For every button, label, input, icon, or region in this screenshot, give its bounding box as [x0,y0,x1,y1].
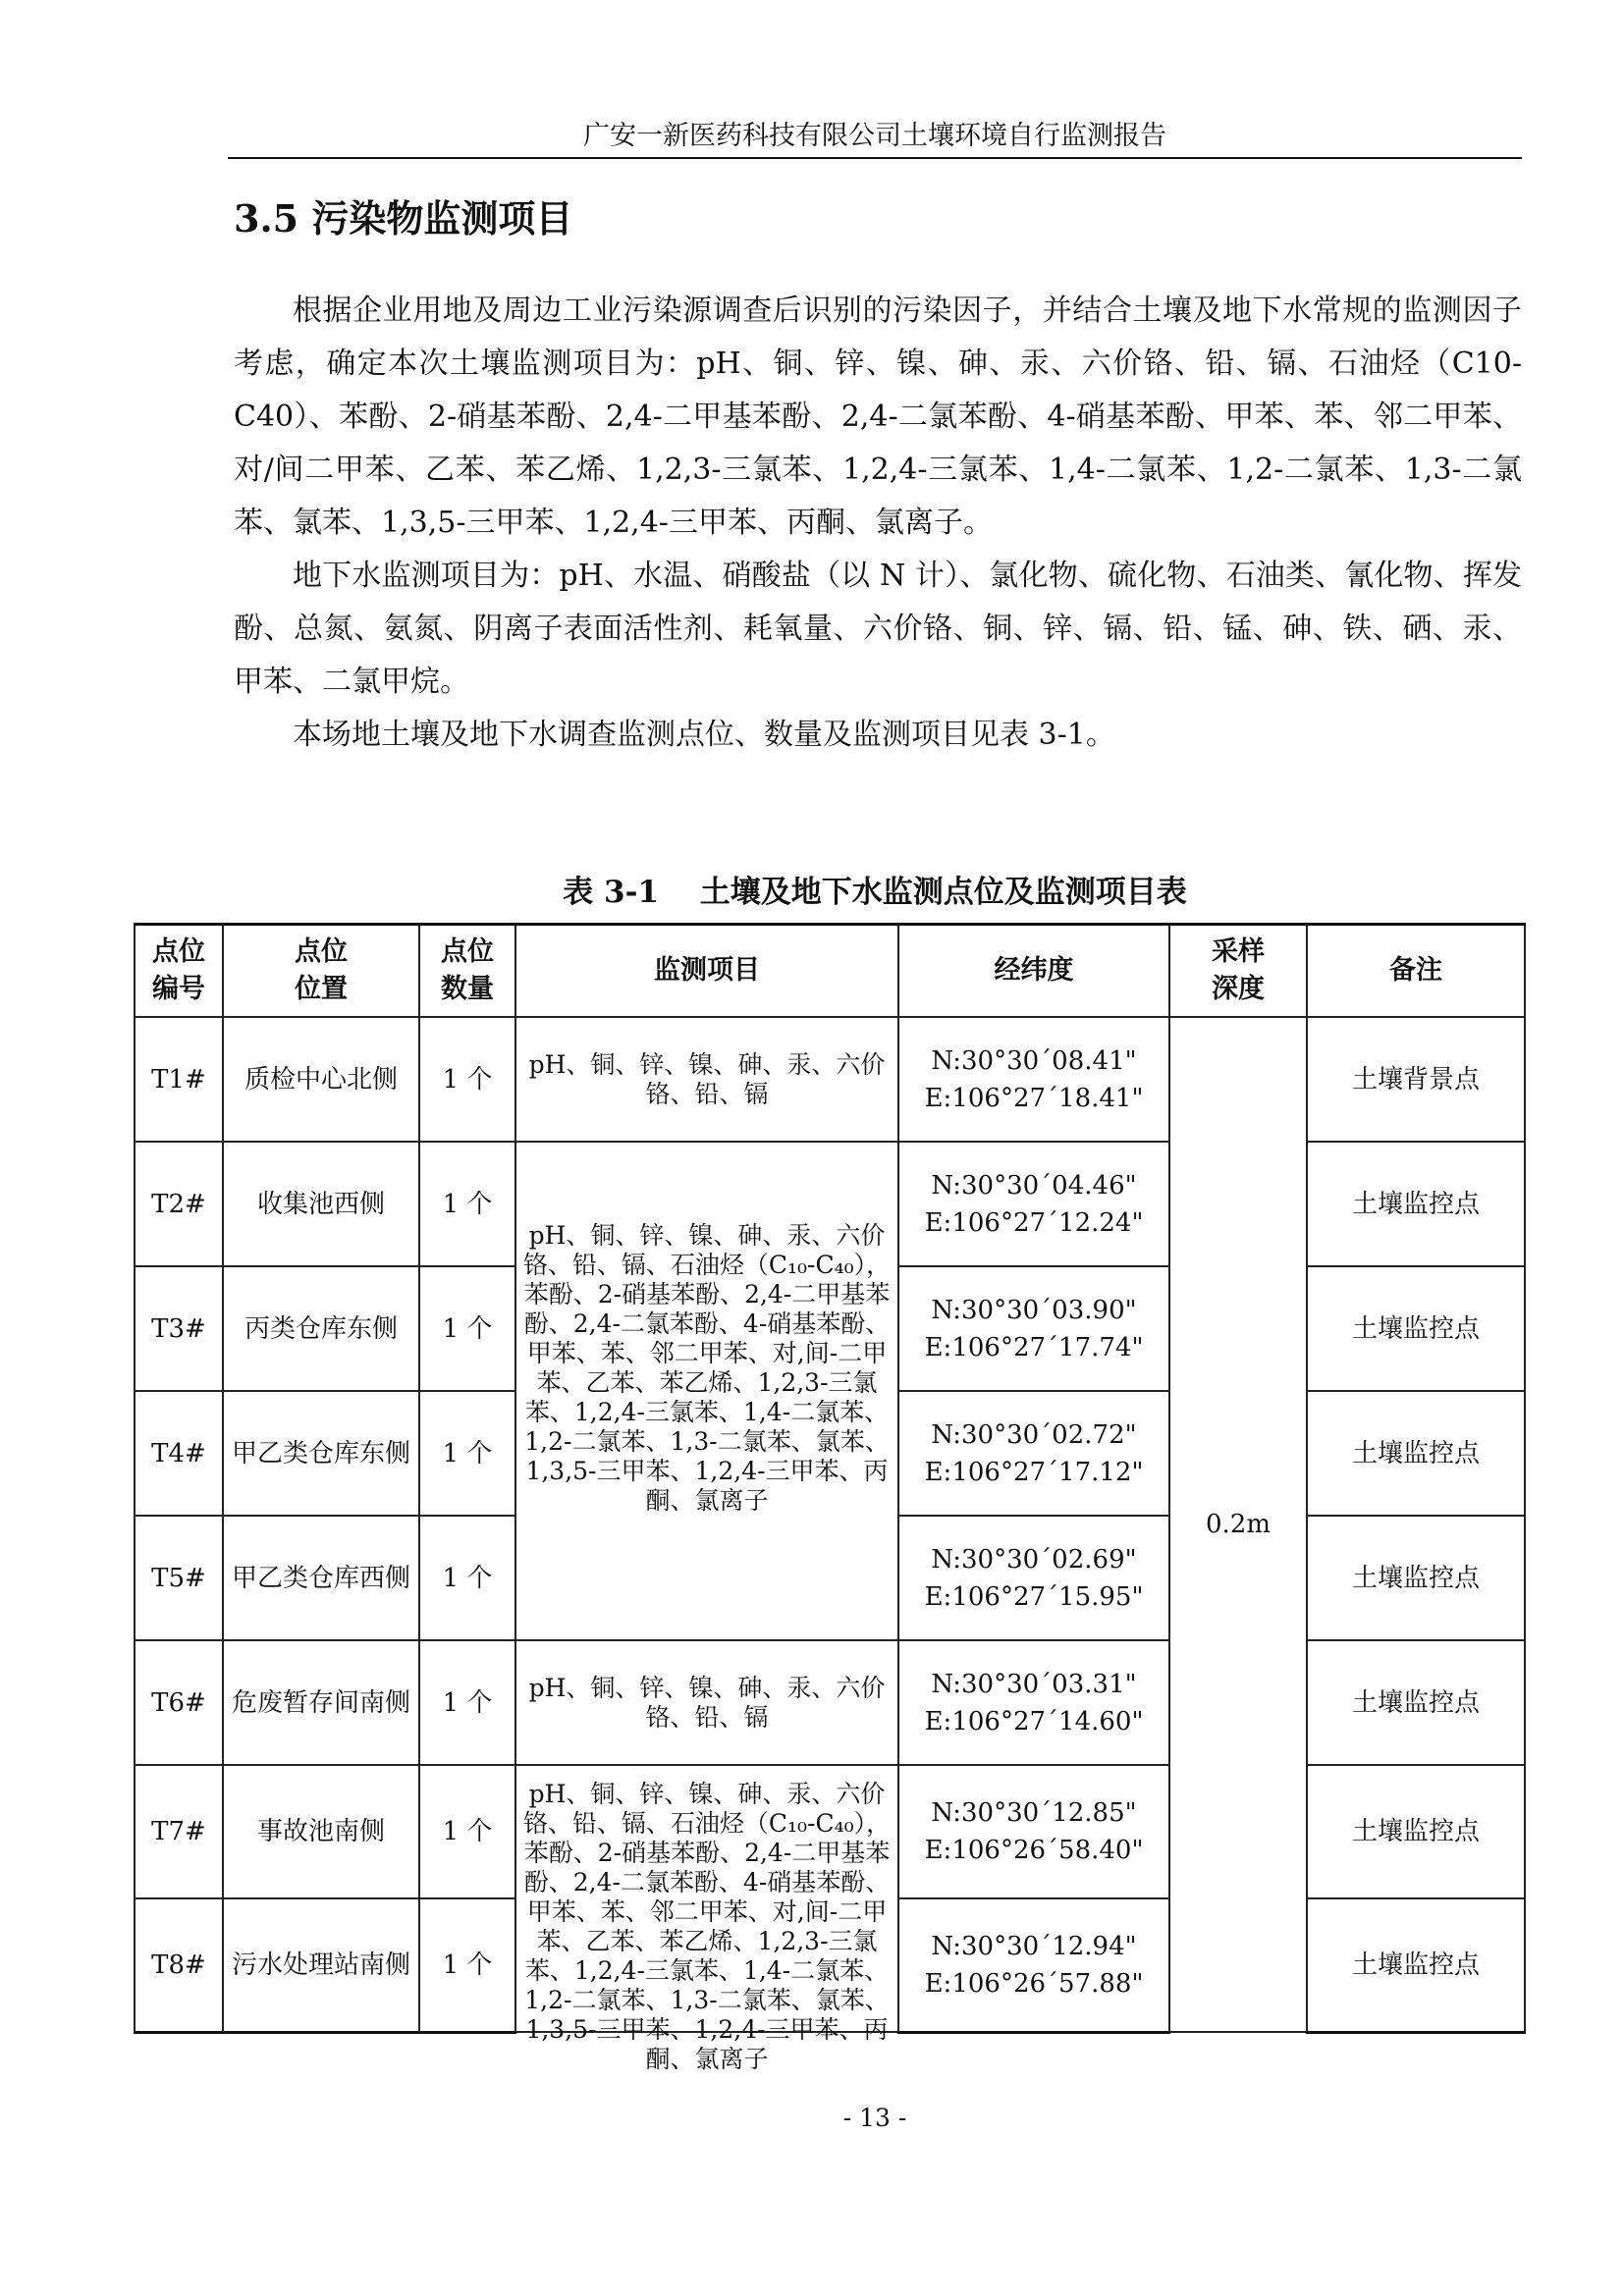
point-id: T8# [135,1898,223,2032]
header-point-count: 点位 数量 [419,925,515,1018]
page-number: - 13 - [842,2104,907,2132]
header-point-id: 点位 编号 [135,925,223,1018]
point-location: 收集池西侧 [223,1142,419,1266]
header-note: 备注 [1307,925,1525,1018]
monitoring-items: pH、铜、锌、镍、砷、汞、六价铬、铅、镉、石油烃（C₁₀-C₄₀），苯酚、2-硝基苯酚、2,4-二甲基苯酚、2,4-二氯苯酚、4-硝基苯酚、甲苯、苯、邻二甲苯、对,间-二甲苯、乙苯、苯乙烯、1,2,3-三氯苯、1,2,4-三氯苯、1,4-二氯苯、1,2-二氯苯、1,3-二氯苯、氯苯、1,3,5-三甲苯、1,2,4-三甲苯、丙酮、氯离子 [515,1142,898,1640]
point-count: 1 个 [419,1898,515,2032]
header-coordinates: 经纬度 [898,925,1169,1018]
coordinates: N:30°30´03.31" E:106°27´14.60" [898,1640,1169,1765]
monitoring-items [515,1765,898,2073]
table-caption: 表 3-1 土壤及地下水监测点位及监测项目表 [563,875,1187,910]
point-count: 1 个 [419,1266,515,1391]
header-point-location: 点位 位置 [223,925,419,1018]
point-id: T7# [135,1765,223,1898]
sampling-depth: 0.2m [1169,1017,1307,2032]
page-header: 广安一新医药科技有限公司土壤环境自行监测报告 [583,121,1166,151]
coordinates: N:30°30´02.69" E:106°27´15.95" [898,1516,1169,1640]
monitoring-items: pH、铜、锌、镍、砷、汞、六价铬、铅、镉 [515,1017,898,1142]
point-note: 土壤监控点 [1307,1516,1525,1640]
point-count: 1 个 [419,1640,515,1765]
coordinates: N:30°30´12.85" E:106°26´58.40" [898,1765,1169,1898]
coordinates: N:30°30´08.41" E:106°27´18.41" [898,1017,1169,1142]
table-row [135,1640,1525,1765]
point-location: 甲乙类仓库西侧 [223,1516,419,1640]
paragraph-groundwater-items: 地下水监测项目为：pH、水温、硝酸盐（以 N 计）、氯化物、硫化物、石油类、氰化物、挥发酚、总氮、氨氮、阴离子表面活性剂、耗氧量、六价铬、铜、锌、镉、铅、锰、砷、铁、硒、汞、甲苯、二氯甲烷。 [234,559,1522,699]
coordinates: N:30°30´04.46" E:106°27´12.24" [898,1142,1169,1266]
coordinates: N:30°30´02.72" E:106°27´17.12" [898,1391,1169,1516]
point-note: 土壤监控点 [1307,1765,1525,1898]
coordinates: N:30°30´12.94" E:106°26´57.88" [898,1898,1169,2032]
monitoring-table [134,923,1526,2073]
point-id: T5# [135,1516,223,1640]
monitoring-items: pH、铜、锌、镍、砷、汞、六价铬、铅、镉 [515,1640,898,1765]
point-location: 质检中心北侧 [223,1017,419,1142]
point-id: T4# [135,1391,223,1516]
point-location: 污水处理站南侧 [223,1898,419,2032]
point-location: 事故池南侧 [223,1765,419,1898]
point-count: 1 个 [419,1765,515,1898]
table-row [135,1142,1525,1266]
point-count: 1 个 [419,1017,515,1142]
monitoring-items-text: pH、铜、锌、镍、砷、汞、六价铬、铅、镉、石油烃（C₁₀-C₄₀），苯酚、2-硝基苯酚、2,4-二甲基苯酚、2,4-二氯苯酚、4-硝基苯酚、甲苯、苯、邻二甲苯、对,间-二甲苯、乙苯、苯乙烯、1,2,3-三氯苯、1,2,4-三氯苯、1,4-二氯苯、1,2-二氯苯、1,3-二氯苯、氯苯、1,3,5-三甲苯、1,2,4-三甲苯、丙酮、氯离子 [522,1780,892,2073]
point-note: 土壤背景点 [1307,1017,1525,1142]
table-header-row [135,925,1525,1018]
point-note: 土壤监控点 [1307,1898,1525,2032]
paragraph-table-reference: 本场地土壤及地下水调查监测点位、数量及监测项目见表 3-1。 [293,718,1115,752]
header-rule [228,157,1522,159]
point-id: T3# [135,1266,223,1391]
point-note: 土壤监控点 [1307,1142,1525,1266]
point-count: 1 个 [419,1391,515,1516]
point-note: 土壤监控点 [1307,1266,1525,1391]
table-row [135,1765,1525,1898]
point-location: 丙类仓库东侧 [223,1266,419,1391]
header-monitoring-items: 监测项目 [515,925,898,1018]
point-note: 土壤监控点 [1307,1391,1525,1516]
paragraph-soil-items: 根据企业用地及周边工业污染源调查后识别的污染因子，并结合土壤及地下水常规的监测因子考虑，确定本次土壤监测项目为：pH、铜、锌、镍、砷、汞、六价铬、铅、镉、石油烃（C10-C40）、苯酚、2-硝基苯酚、2,4-二甲基苯酚、2,4-二氯苯酚、4-硝基苯酚、甲苯、苯、邻二甲苯、对/间二甲苯、乙苯、苯乙烯、1,2,3-三氯苯、1,2,4-三氯苯、1,4-二氯苯、1,2-二氯苯、1,3-二氯苯、氯苯、1,3,5-三甲苯、1,2,4-三甲苯、丙酮、氯离子。 [234,294,1522,540]
header-sampling-depth: 采样 深度 [1169,925,1307,1018]
point-location: 甲乙类仓库东侧 [223,1391,419,1516]
point-id: T1# [135,1017,223,1142]
point-id: T6# [135,1640,223,1765]
point-id: T2# [135,1142,223,1266]
section-body [234,285,1522,762]
table-row [135,1017,1525,1142]
point-note: 土壤监控点 [1307,1640,1525,1765]
point-count: 1 个 [419,1142,515,1266]
point-location: 危废暂存间南侧 [223,1640,419,1765]
section-title: 3.5 污染物监测项目 [234,196,573,240]
point-count: 1 个 [419,1516,515,1640]
coordinates: N:30°30´03.90" E:106°27´17.74" [898,1266,1169,1391]
